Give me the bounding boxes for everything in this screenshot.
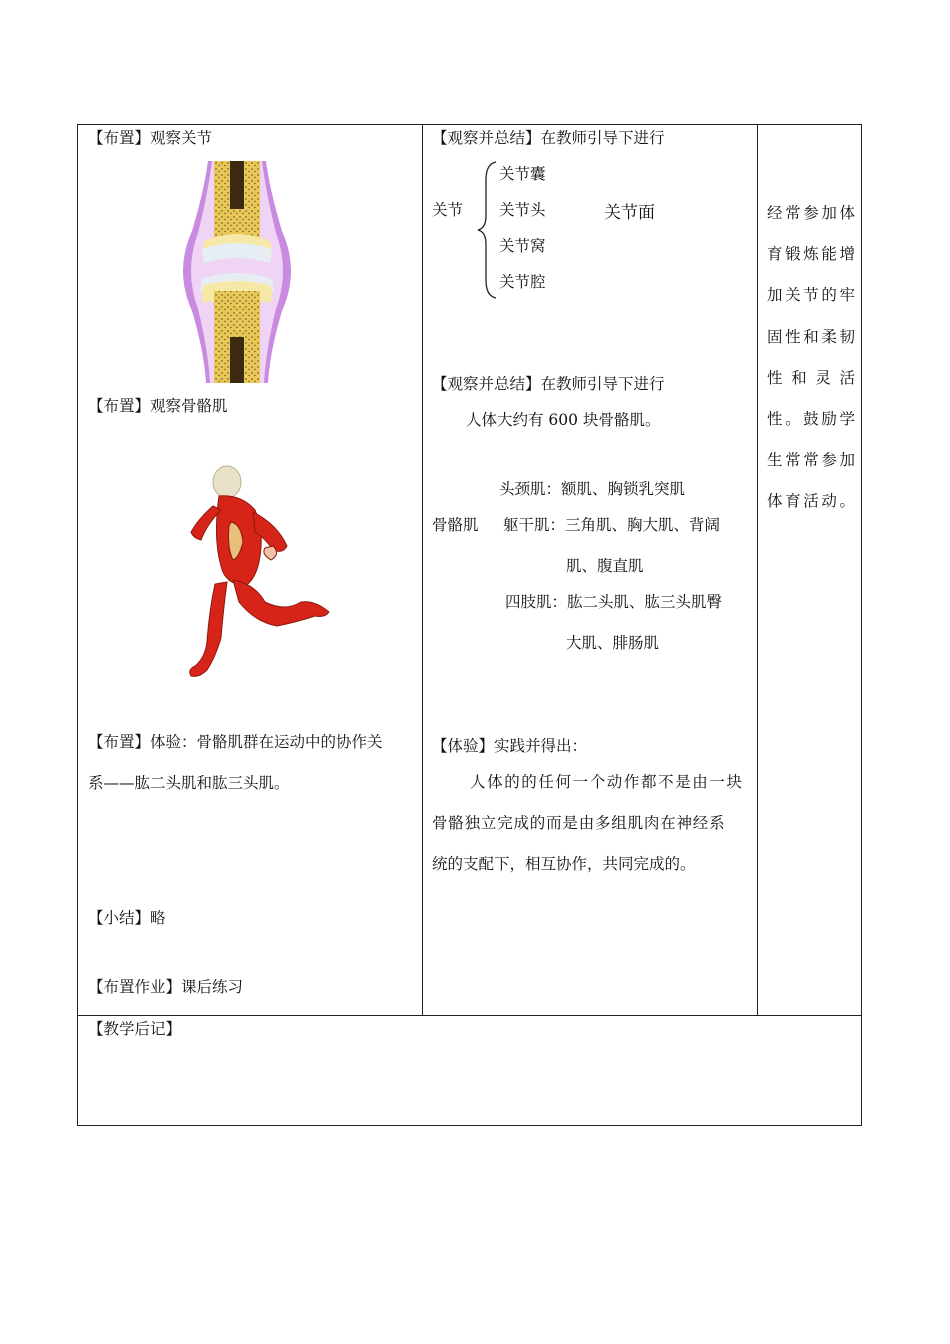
joint-part-socket: 关节窝 (499, 237, 546, 255)
joint-surface: 关节面 (604, 203, 655, 223)
head-neck-muscles: 头颈肌：额肌、胸锁乳突肌 (499, 480, 686, 498)
limb-muscles-line-2: 大肌、腓肠肌 (566, 634, 660, 652)
right-line-2: 育锻炼能增 (767, 245, 855, 264)
joint-illustration (178, 161, 296, 383)
table-border-right (861, 124, 862, 1126)
right-comment (767, 193, 855, 523)
left-summary: 【小结】略 (88, 909, 166, 927)
middle-muscle-heading: 【观察并总结】在教师引导下进行 (432, 375, 665, 393)
left-muscle-heading: 【布置】观察骨骼肌 (88, 397, 228, 415)
joint-label: 关节 (432, 201, 464, 219)
right-line-1: 经常参加体 (767, 204, 855, 222)
joint-part-cavity: 关节腔 (499, 273, 546, 291)
table-border-top (77, 124, 862, 125)
middle-experience-line-2: 骨骼独立完成的而是由多组肌肉在神经系 (432, 814, 726, 832)
right-line-8: 体育活动。 (767, 492, 855, 511)
column-divider-2 (757, 124, 758, 1016)
middle-joint-heading: 【观察并总结】在教师引导下进行 (432, 129, 665, 147)
muscle-count: 人体大约有 600 块骨骼肌。 (466, 411, 661, 429)
joint-part-capsule: 关节囊 (499, 165, 546, 183)
row-divider (77, 1015, 862, 1016)
right-line-3: 加关节的牢 (767, 286, 855, 305)
right-line-5: 性 和 灵 活 (767, 368, 855, 387)
limb-muscles-line-1: 四肢肌：肱二头肌、肱三头肌臀 (505, 593, 723, 611)
middle-experience-heading: 【体验】实践并得出： (432, 737, 588, 755)
middle-experience-line-1: 人体的的任何一个动作都不是由一块 (470, 773, 744, 791)
right-line-7: 生常常参加 (767, 451, 855, 470)
running-muscle-figure (185, 462, 335, 684)
left-joint-heading: 【布置】观察关节 (88, 129, 213, 147)
left-homework: 【布置作业】课后练习 (88, 978, 244, 996)
table-border-left (77, 124, 78, 1126)
joint-part-head: 关节头 (499, 201, 546, 219)
trunk-muscles-line-2: 肌、腹直肌 (566, 557, 644, 575)
right-line-4: 固性和柔韧 (767, 327, 855, 346)
left-experience-line-1: 【布置】体验：骨骼肌群在运动中的协作关 (88, 733, 383, 751)
left-experience-line-2: 系——肱二头肌和肱三头肌。 (88, 774, 290, 792)
right-line-6: 性。鼓励学 (767, 410, 855, 429)
teaching-notes-heading: 【教学后记】 (88, 1020, 182, 1038)
trunk-muscles-line-1: 躯干肌：三角肌、胸大肌、背阔 (503, 516, 721, 534)
skeletal-muscle-label: 骨骼肌 (432, 516, 479, 534)
middle-experience-line-3: 统的支配下，相互协作，共同完成的。 (432, 855, 696, 873)
table-border-bottom (77, 1125, 862, 1126)
column-divider-1 (422, 124, 423, 1016)
left-brace-icon (476, 160, 498, 300)
